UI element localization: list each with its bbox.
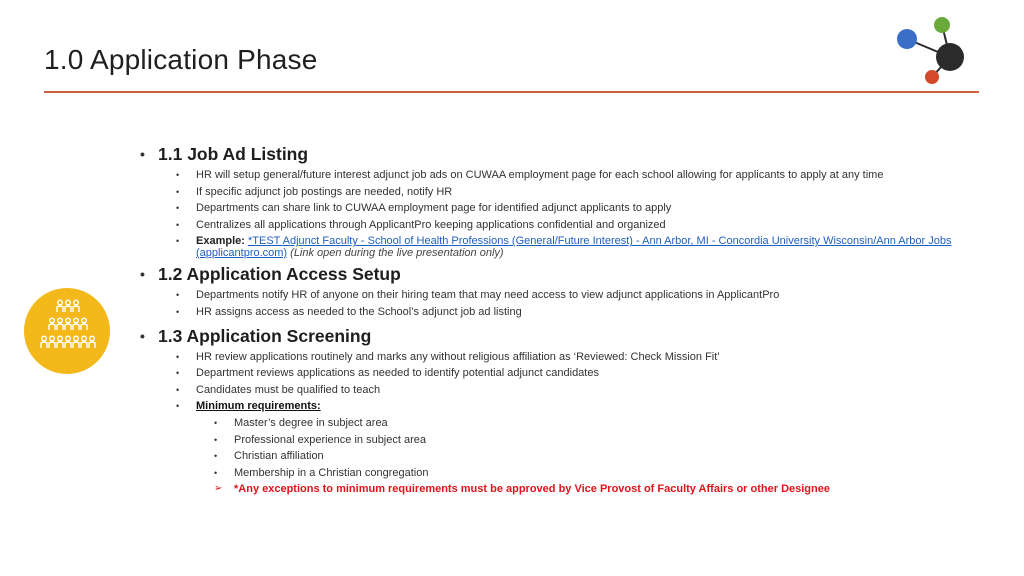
min-requirements-item: • Minimum requirements: (176, 400, 321, 413)
bullet: • (140, 266, 145, 283)
list-item: • Departments notify HR of anyone on their hiring team that may need access to view adjunct applications in ApplicantPro (176, 289, 780, 302)
bullet-list (136, 287, 996, 320)
list-item: • HR will setup general/future interest adjunct job ads on CUWAA employment page for each school allowing for applicants to apply at any time (176, 169, 884, 181)
example-item: • Example: *TEST Adjunct Faculty - School of Health Professions (General/Future Interest) - Ann Arbor, MI - Concordia University Wisconsin/Ann Arbor Jobs (applicantpro.com) (Link open during the live presentation only) (176, 235, 952, 259)
list-item: • Professional experience in subject area (214, 433, 427, 446)
section-application-access-setup (136, 263, 996, 320)
exception-note: ➢ *Any exceptions to minimum requirements must be approved by Vice Provost of Faculty Affairs or other Designee (136, 481, 996, 498)
example-label: Example: (196, 235, 245, 248)
job-ad-link[interactable]: *TEST Adjunct Faculty - School of Health Professions (General/Future Interest) - Ann Arbor, MI - Concordia University Wisconsin/Ann Arbor Jobs (applicantpro.com) (196, 235, 952, 259)
bullet: • (140, 327, 145, 344)
list-item: • HR review applications routinely and marks any without religious affiliation as ‘Reviewed: Check Mission Fit’ (176, 350, 720, 363)
list-item: • HR assigns access as needed to the School’s adjunct job ad listing (176, 305, 522, 318)
list-item: • Department reviews applications as needed to identify potential adjunct candidates (176, 367, 599, 380)
section-heading: • 1.3 Application Screening (140, 325, 372, 346)
list-item: • If specific adjunct job postings are needed, notify HR (176, 185, 453, 198)
section-heading: • 1.1 Job Ad Listing (140, 144, 309, 164)
people-group-icon (24, 288, 110, 374)
section-job-ad-listing (136, 143, 996, 259)
bullet: • (140, 146, 145, 162)
list-item: • Master’s degree in subject area (214, 416, 388, 429)
list-item: • Christian affiliation (214, 450, 324, 463)
list-item: • Departments can share link to CUWAA employment page for identified adjunct applicants to apply (176, 202, 672, 215)
slide-content (136, 143, 996, 498)
section-heading: • 1.2 Application Access Setup (140, 264, 401, 285)
bullet-list (136, 349, 996, 498)
molecule-network-icon (890, 14, 970, 86)
section-application-screening (136, 325, 996, 498)
list-item: • Centralizes all applications through ApplicantPro keeping applications confidential and organized (176, 218, 666, 231)
page-title: 1.0 Application Phase (44, 44, 318, 75)
title-divider (44, 91, 979, 93)
arrow-bullet-icon: ➢ (214, 483, 223, 495)
list-item: • Candidates must be qualified to teach (176, 383, 381, 396)
list-item: • Membership in a Christian congregation (214, 466, 429, 479)
bullet-list (136, 167, 996, 259)
example-note: (Link open during the live presentation only) (290, 246, 504, 259)
